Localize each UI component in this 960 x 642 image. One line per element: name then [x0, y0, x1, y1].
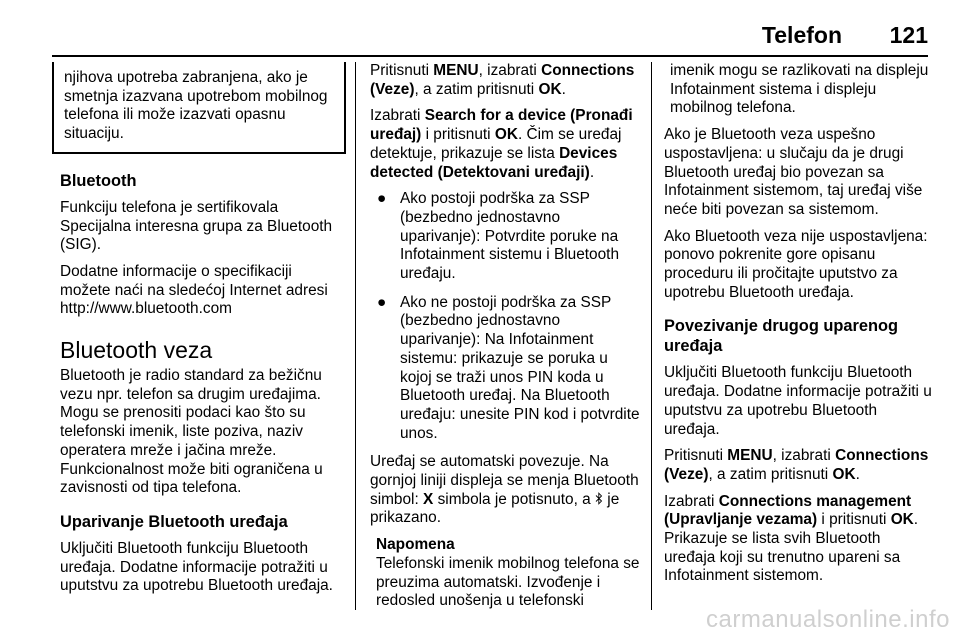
- connections-management-label: Connections management (Upravljanje vezama): [664, 492, 912, 529]
- paragraph: Ako je Bluetooth veza uspešno uspostavljena: u slučaju da je drugi Bluetooth uređaj bio povezan sa Infotainment sistemom, taj uređaj više neće biti povezan sa sistemom.: [664, 126, 923, 218]
- paragraph: Funkciju telefona je sertifikovala Specijalna interesna grupa za Bluetooth (SIG).: [60, 198, 333, 254]
- instruction-step: Pritisnuti MENU, izabrati Connections (Veze), a zatim pritisnuti OK.: [370, 62, 635, 98]
- warning-text: njihova upotreba zabranjena, ako je smetnja izazvana upotrebom mobilnog telefona ili može izazvati opasnu situaciju.: [64, 69, 328, 143]
- paragraph: Uređaj se automatski povezuje. Na gornjoj liniji displeja se menja Bluetooth simbol: X simbola je potisnuto, a je prikazano.: [370, 453, 639, 527]
- paragraph: Dodatne informacije o specifikaciji možete naći na sledećoj Internet adresi http://www.bluetooth.com: [60, 262, 328, 318]
- watermark: carmanualsonline.info: [706, 606, 950, 633]
- pairing-heading: Uparivanje Bluetooth uređaja: [60, 512, 288, 531]
- x-symbol: X: [423, 490, 434, 508]
- menu-button-label: MENU: [433, 62, 479, 79]
- search-device-label: Search for a device (Pronađi uređaj): [370, 107, 633, 144]
- note-continuation: imenik mogu se razlikovati na displeju Infotainment sistema i displeju mobilnog telefona.: [670, 62, 929, 117]
- instruction-step: Izabrati Search for a device (Pronađi uređaj) i pritisnuti OK. Čim se uređaj detektuje, prikazuje se lista Devices detected (Detektovani uređaji).: [370, 107, 633, 181]
- column-divider: [651, 62, 652, 610]
- instruction-step: Izabrati Connections management (Upravljanje vezama) i pritisnuti OK. Prikazuje se lista svih Bluetooth uređaja koji su trenutno upareni sa Infotainment sistemom.: [664, 492, 919, 585]
- instruction-step: Pritisnuti MENU, izabrati Connections (Veze), a zatim pritisnuti OK.: [664, 447, 929, 483]
- section-title: Telefon: [761, 22, 842, 48]
- note-text: Telefonski imenik mobilnog telefona se preuzima automatski. Izvođenje i redosled unošenja u telefonski: [376, 554, 640, 610]
- warning-box: [52, 62, 346, 154]
- other-device-heading: Povezivanje drugog uparenog uređaja: [664, 317, 899, 356]
- page-number: 121: [889, 22, 928, 48]
- bluetooth-icon: [595, 492, 603, 505]
- bluetooth-heading: Bluetooth: [60, 171, 137, 190]
- page-header: [52, 0, 928, 58]
- ok-label: OK: [538, 80, 562, 98]
- note-title: Napomena: [376, 536, 455, 554]
- devices-detected-label: Devices detected (Detektovani uređaji): [370, 144, 618, 181]
- header-rule: [52, 55, 928, 57]
- column-right: [664, 62, 936, 594]
- connections-label: Connections (Veze): [370, 62, 635, 98]
- bluetooth-veza-heading: Bluetooth veza: [60, 337, 213, 364]
- list-item: ● Ako postoji podrška za SSP (bezbedno jednostavno uparivanje): Potvrdite poruke na Infotainment sistemu i Bluetooth uređaju.: [377, 190, 620, 283]
- column-divider: [355, 62, 356, 610]
- paragraph: Uključiti Bluetooth funkciju Bluetooth uređaja. Dodatne informacije potražiti u uputstvu za upotrebu Bluetooth uređaja.: [664, 364, 932, 438]
- bullet-icon: ●: [377, 190, 387, 208]
- column-middle: [370, 62, 642, 611]
- connections-label: Connections (Veze): [664, 447, 929, 483]
- ok-label: OK: [494, 126, 518, 144]
- menu-button-label: MENU: [727, 447, 773, 465]
- column-left: [60, 62, 342, 604]
- paragraph: Bluetooth je radio standard za bežičnu vezu npr. telefon sa drugim uređajima. Mogu se prenositi podaci kao što su telefonski imenik, liste poziva, naziv operatera mreže i jačina mreže. Funkcionalnost može biti ograničena u zavisnosti od tipa telefona.: [60, 367, 323, 497]
- paragraph: Uključiti Bluetooth funkciju Bluetooth uređaja. Dodatne informacije potražiti u uputstvu za upotrebu Bluetooth uređaja.: [60, 539, 333, 595]
- list-item: ● Ako ne postoji podrška za SSP (bezbedno jednostavno uparivanje): Na Infotainment sistemu: prikazuje se poruka u kojoj se traži unos PIN koda u Bluetooth uređaj. Na Bluetooth uređaju: unesite PIN kod i potvrdite unos.: [377, 293, 640, 442]
- ok-label: OK: [890, 511, 914, 529]
- bullet-icon: ●: [377, 293, 387, 311]
- paragraph: Ako Bluetooth veza nije uspostavljena: ponovo pokrenite gore opisanu proceduru ili pročitajte uputstvo za upotrebu Bluetooth uređaja.: [664, 227, 928, 301]
- note-block: [370, 536, 642, 611]
- ok-label: OK: [832, 465, 856, 483]
